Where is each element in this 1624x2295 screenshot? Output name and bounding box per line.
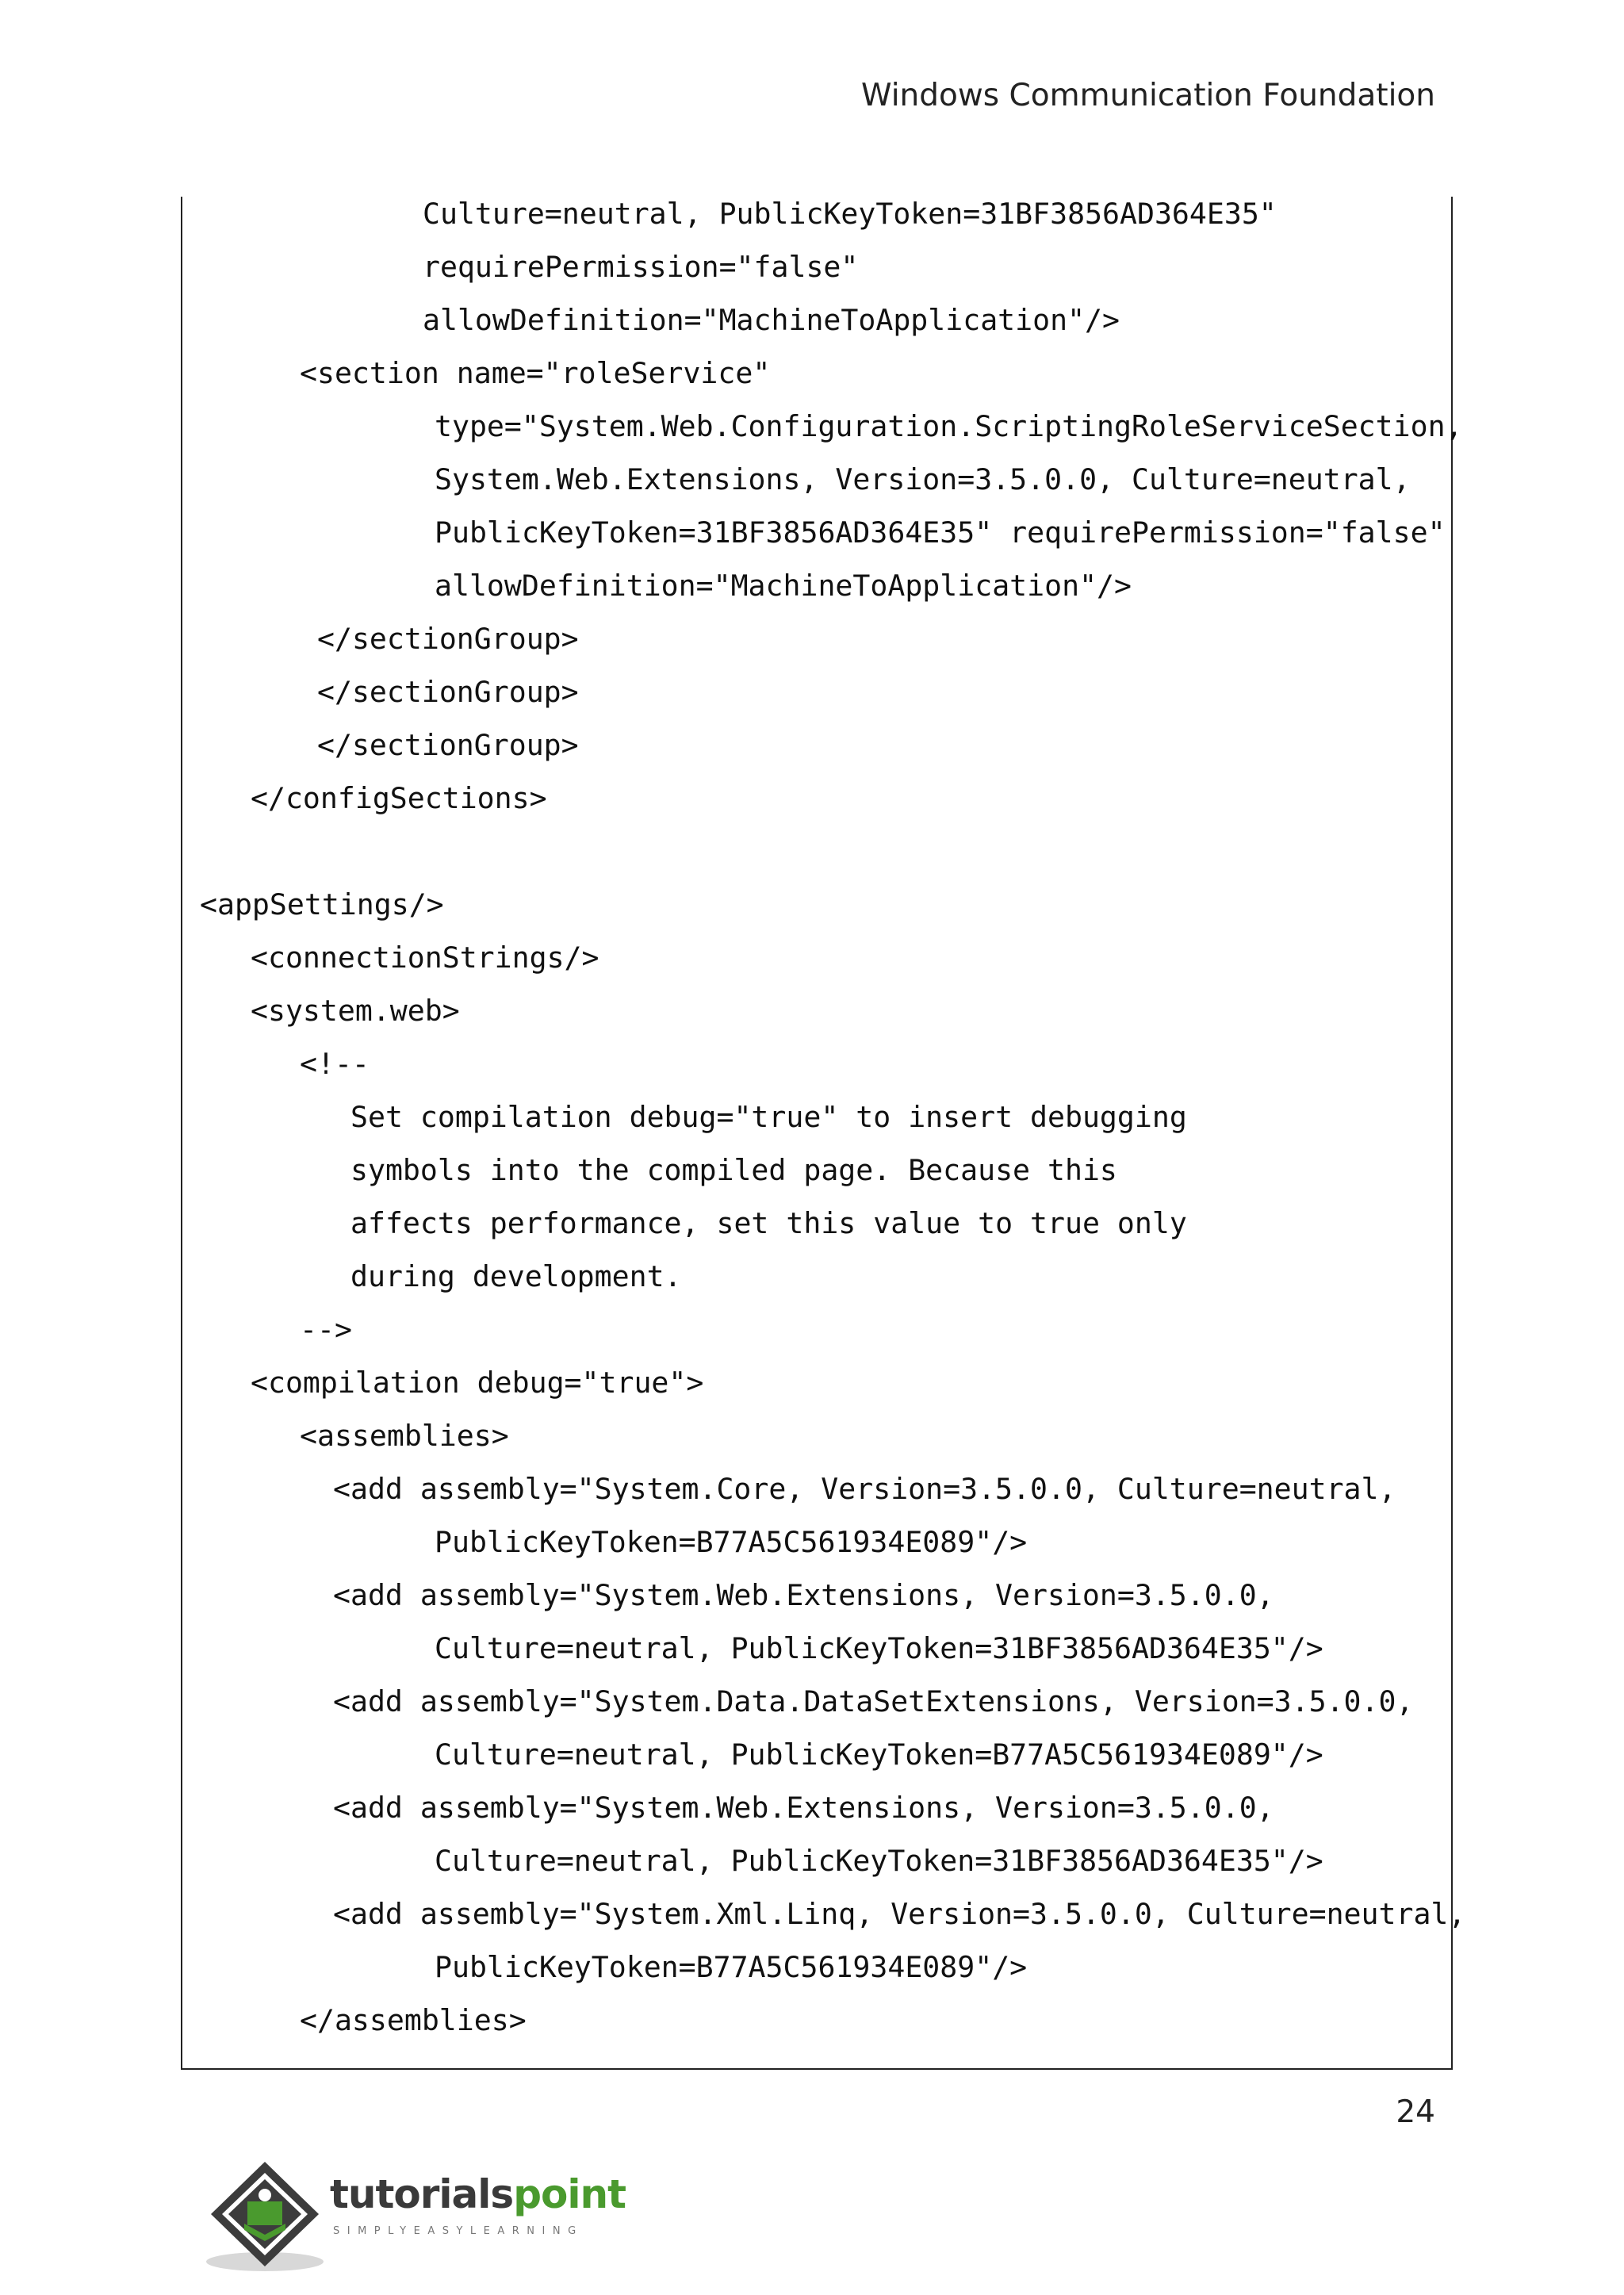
page-header-title: Windows Communication Foundation <box>861 78 1435 113</box>
code-line: <compilation debug="true"> <box>251 1366 704 1400</box>
code-line: requirePermission="false" <box>423 250 859 284</box>
tutorialspoint-logo <box>203 2157 663 2276</box>
code-line: affects performance, set this value to true only <box>350 1206 1187 1240</box>
code-line: type="System.Web.Configuration.ScriptingRoleServiceSection, <box>435 409 1463 443</box>
page-number: 24 <box>1396 2094 1435 2130</box>
code-line: PublicKeyToken=31BF3856AD364E35" requirePermission="false" <box>435 515 1446 550</box>
logo-emblem-icon <box>203 2157 330 2276</box>
code-line: <system.web> <box>251 994 460 1028</box>
code-line: <add assembly="System.Web.Extensions, Version=3.5.0.0, <box>333 1578 1274 1612</box>
code-line: <add assembly="System.Web.Extensions, Version=3.5.0.0, <box>333 1791 1274 1825</box>
code-line: Culture=neutral, PublicKeyToken=31BF3856AD364E35"/> <box>435 1631 1323 1665</box>
code-line: <add assembly="System.Data.DataSetExtensions, Version=3.5.0.0, <box>333 1684 1414 1718</box>
code-line: PublicKeyToken=B77A5C561934E089"/> <box>435 1525 1028 1559</box>
code-line: symbols into the compiled page. Because this <box>350 1153 1117 1187</box>
code-line: </sectionGroup> <box>317 675 579 709</box>
code-line: Culture=neutral, PublicKeyToken=B77A5C561934E089"/> <box>435 1738 1323 1772</box>
code-line: </configSections> <box>251 781 547 815</box>
code-line: PublicKeyToken=B77A5C561934E089"/> <box>435 1950 1028 1984</box>
code-line: Set compilation debug="true" to insert debugging <box>350 1100 1187 1134</box>
code-line: <connectionStrings/> <box>251 941 599 975</box>
code-line: allowDefinition="MachineToApplication"/> <box>435 569 1132 603</box>
code-line: <section name="roleService" <box>300 356 771 390</box>
code-line: <!-- <box>300 1047 370 1081</box>
code-line: <add assembly="System.Xml.Linq, Version=3.5.0.0, Culture=neutral, <box>333 1897 1466 1931</box>
code-line: </sectionGroup> <box>317 622 579 656</box>
logo-wordmark: tutorialspoint <box>330 2171 626 2217</box>
code-line: </assemblies> <box>300 2003 527 2037</box>
logo-tagline: SIMPLYEASYLEARNING <box>333 2225 584 2237</box>
code-line: <add assembly="System.Core, Version=3.5.0.0, Culture=neutral, <box>333 1472 1396 1506</box>
code-line: Culture=neutral, PublicKeyToken=31BF3856AD364E35" <box>423 197 1277 231</box>
code-line: Culture=neutral, PublicKeyToken=31BF3856AD364E35"/> <box>435 1844 1323 1878</box>
code-line: --> <box>300 1312 352 1347</box>
code-line: allowDefinition="MachineToApplication"/> <box>423 303 1120 337</box>
code-line: <appSettings/> <box>200 887 444 921</box>
code-listing <box>181 197 1466 2070</box>
code-line: </sectionGroup> <box>317 728 579 762</box>
code-line: during development. <box>350 1259 682 1293</box>
code-line: System.Web.Extensions, Version=3.5.0.0, Culture=neutral, <box>435 462 1411 496</box>
code-line: <assemblies> <box>300 1419 509 1453</box>
